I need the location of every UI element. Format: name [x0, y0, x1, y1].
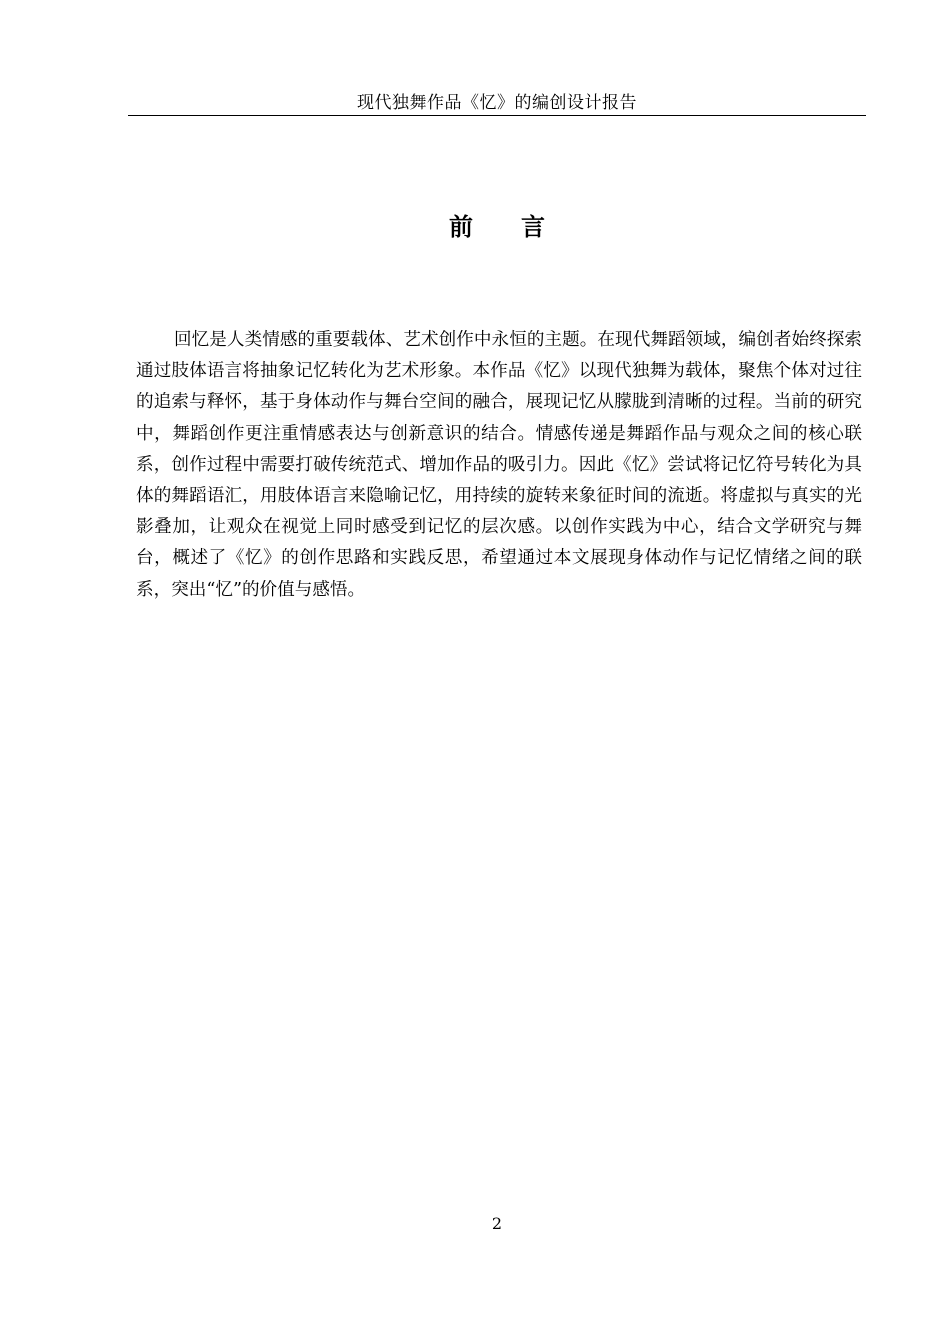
section-title: 前言 — [449, 213, 593, 241]
running-header: 现代独舞作品《忆》的编创设计报告 — [357, 93, 637, 113]
page-number: 2 — [491, 1214, 503, 1233]
body-paragraph: 回忆是人类情感的重要载体、艺术创作中永恒的主题。在现代舞蹈领域，编创者始终探索通过肢体语言将抽象记忆转化为艺术形象。本作品《忆》以现代独舞为载体，聚焦个体对过往的追索与释怀，基于身体动作与舞台空间的融合，展现记忆从朦胧到清晰的过程。当前的研究中，舞蹈创作更注重情感表达与创新意识的结合。情感传递是舞蹈作品与观众之间的核心联系，创作过程中需要打破传统范式、增加作品的吸引力。因此《忆》尝试将记忆符号转化为具体的舞蹈语汇，用肢体语言来隐喻记忆，用持续的旋转来象征时间的流逝。将虚拟与真实的光影叠加，让观众在视觉上同时感受到记忆的层次感。以创作实践为中心，结合文学研究与舞台，概述了《忆》的创作思路和实践反思，希望通过本文展现身体动作与记忆情绪之间的联系，突出“忆”的价值与感悟。 — [136, 330, 862, 600]
header-divider — [128, 115, 866, 116]
